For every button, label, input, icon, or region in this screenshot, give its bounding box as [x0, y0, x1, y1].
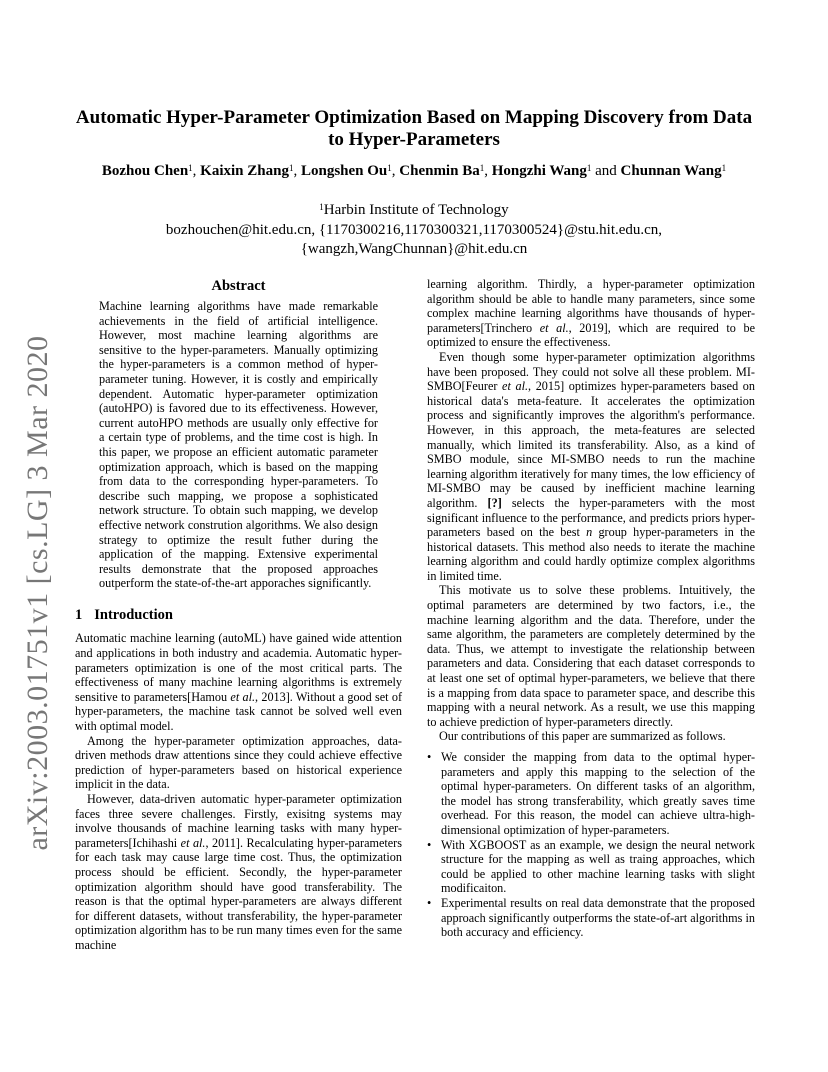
- right-column: [427, 277, 755, 940]
- paragraph: However, data-driven automatic hyper-parameter optimization faces three severe challenges. Firstly, exisitng systems may involve thousands of machine learning tasks with many hyper-parameters[Ichihashi et al., 2011]. Recalculating hyper-parameters for each task may cause large time cost. Thus, the optimization process should be efficient. Secondly, the hyper-parameter optimization algorithm should have good transferability. The reason is that the optimal hyper-parameters are always different for different datasets, without transferability, the hyper-parameter optimization algorithm has to be run many times even for the same machine: [75, 792, 402, 952]
- author-name: Chunnan Wang: [620, 163, 722, 179]
- email-line: bozhouchen@hit.edu.cn, {1170300216,1170300321,1170300524}@stu.hit.edu.cn,: [165, 221, 663, 238]
- abstract-text: Machine learning algorithms have made remarkable achievements in the field of artificial intelligence. However, most machine learning algorithms are sensitive to the hyper-parameters. Manually optimizing the hyper-parameters is a common method of hyper-parameter tuning. However, it is costly and empirically dependent. Automatic hyper-parameter optimization (autoHPO) is favored due to its effectiveness. However, current autoHPO methods are usually only effective for a certain type of problems, and the time cost is high. In this paper, we propose an efficient automatic parameter optimization approach, which is based on the mapping from data to the corresponding hyper-parameters. To describe such mapping, we propose a sophisticated network structure. To obtain such mapping, we develop effective network constrution algorithms. We also design strategy to optimize the result futher during the application of the mapping. Extensive experimental results demonstrate that the proposed approaches outperform the state-of-the-art apporaches significantly.: [99, 299, 378, 591]
- abstract-heading: Abstract: [211, 278, 266, 294]
- left-column: [75, 277, 402, 953]
- author-name: Kaixin Zhang: [200, 163, 289, 179]
- paragraph: Automatic machine learning (autoML) have gained wide attention and applications in both industry and academia. Automatic hyper-parameters optimization is one of the most critical parts. The effectiveness of many machine learning algorithms is extremely sensitive to parameters[Hamou et al., 2013]. Without a good set of hyper-parameters, the machine task cannot be solved well even with optimal model.: [75, 631, 403, 734]
- list-item: • With XGBOOST as an example, we design the neural network structure for the mapping as well as traing approaches, which could be applied to other machine learning tasks with slight modificaiton.: [427, 838, 755, 896]
- author-name: Longshen Ou: [300, 163, 388, 179]
- list-item: • We consider the mapping from data to the optimal hyper-parameters and apply this mapping to the selection of the optimal hyper-parameters. On different tasks of an algorithm, the model has strong transferability, which greatly saves time overhead. For this reason, the model can achieve ultra-high-dimensional optimization of hyper-parameters.: [427, 750, 755, 838]
- author-name: Bozhou Chen: [101, 163, 189, 179]
- institution: Harbin Institute of Technology: [323, 202, 509, 218]
- paragraph: learning algorithm. Thirdly, a hyper-parameter optimization algorithm should be able to handle many parameters, since some complex machine learning algorithms have thousands of hyper-parameters[Trinchero et al., 2019], which are required to be optimized to ensure the effectiveness.: [427, 277, 755, 350]
- contributions-list: [427, 750, 755, 940]
- author-name: Chenmin Ba: [399, 163, 480, 179]
- affiliation-block: $^1$Harbin Institute of Technology bozhouchen@hit.edu.cn, {1170300216,1170300321,1170300524}@stu.hit.edu.cn, {wangzh,WangChunnan}@hit.edu.cn: [70, 201, 758, 260]
- unresolved-citation: [?]: [487, 495, 502, 510]
- paper-title: Automatic Hyper-Parameter Optimization Based on Mapping Discovery from Data to Hyper-Parameters: [75, 107, 753, 150]
- email-line: {wangzh,WangChunnan}@hit.edu.cn: [300, 241, 528, 257]
- paragraph: This motivate us to solve these problems. Intuitively, the optimal parameters are determined by two factors, i.e., the machine learning algorithm and the data. Therefore, under the same algorithm, the parameters are completely determined by the data. Thus, we attempt to investigate the relationship between parameters and data. Considering that each dataset corresponds to at least one set of optimal hyper-parameters, we believe that there is a mapping from data space to parameter space, and describe this mapping with a neural network. As a result, we use this mapping to achieve prediction of hyper-parameters directly.: [427, 583, 755, 729]
- author-list: Bozhou Chen$^1$, Kaixin Zhang$^1$, Longshen Ou$^1$, Chenmin Ba$^1$, Hongzhi Wang$^1$ and Chunnan Wang$^1$: [101, 163, 727, 179]
- arxiv-identifier: arXiv:2003.01751v1 [cs.LG] 3 Mar 2020: [21, 335, 54, 851]
- paragraph: Even though some hyper-parameter optimization algorithms have been proposed. They could not solve all these problem. MI-SMBO[Feurer et al., 2015] optimizes hyper-parameters based on historical data's meta-feature. It accelerates the optimization process and significantly improves the algorithm's performance. However, in this approach, the meta-features are selected manually, which limited its transferability. Also, as a kind of SMBO module, since MI-SMBO needs to run the machine learning algorithm iteratively for many times, the low efficiency of MI-SMBO may be caused by inefficient machine learning algorithm. [?] selects the hyper-parameters with the most significant influence to the performance, and predicts priors hyper-parameters based on the best n group hyper-parameters in the historical datasets. This method also needs to iterate the machine learning algorithm and could hardly optimize complex algorithms in limited time.: [427, 349, 756, 583]
- author-name: Hongzhi Wang: [491, 163, 587, 179]
- section-heading: 1 Introduction: [75, 606, 173, 623]
- list-item: • Experimental results on real data demonstrate that the proposed approach significantly outperforms the state-of-art algorithms in both accuracy and efficiency.: [427, 896, 755, 940]
- paragraph: Among the hyper-parameter optimization approaches, data-driven methods draw attentions since they could achieve effective prediction of hyper-parameters based on historical experience implicit in the data.: [75, 733, 402, 792]
- paragraph: Our contributions of this paper are summarized as follows.: [439, 729, 726, 744]
